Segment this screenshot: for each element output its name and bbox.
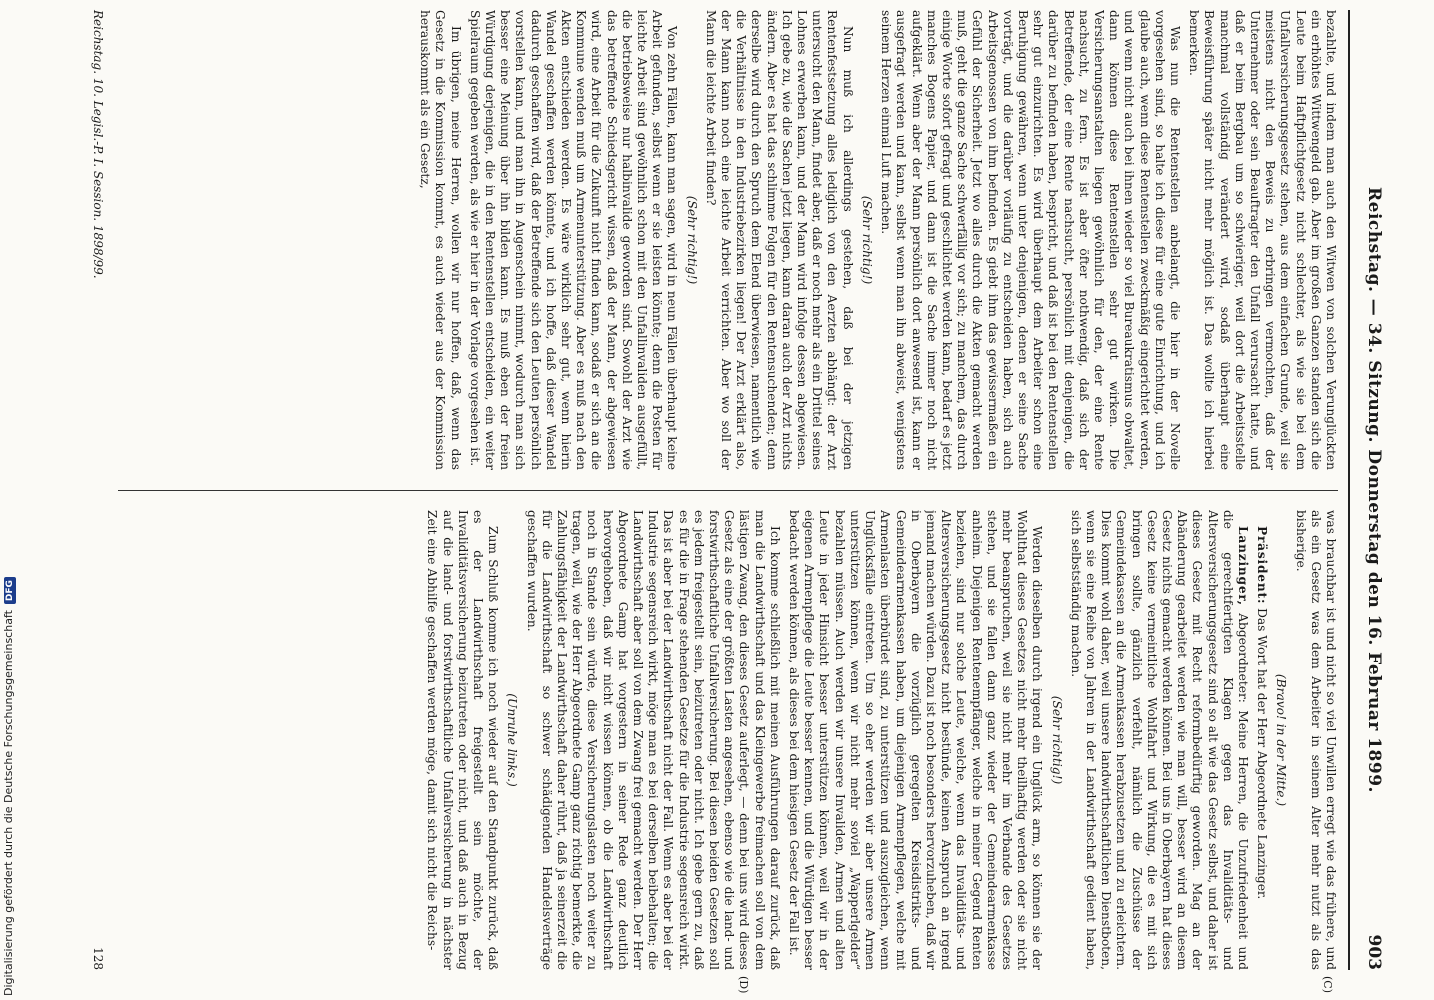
right-column [118,510,1338,970]
column-divider [118,490,1338,491]
interjection: (Bravo! in der Mitte.) [1274,673,1289,807]
speaker-text: Das Wort hat der Herr Abgeordnete Lanzinger. [1255,608,1270,900]
digitization-credit [0,577,18,1000]
speaker-name: Lanzinger, [1235,526,1250,606]
rotated-page-content [50,10,1390,994]
page-title: Reichstag. — 34. Sitzung. Donnerstag den 16. Februar 1899. [1364,187,1384,793]
paragraph: Im übrigen, meine Herren, wollen wir nur hoffen, daß, wenn das Gesetz in die Kommission kommt, es auch wieder aus der Kommission herauskommt als ein Gesetz, [418,10,463,470]
paragraph: Zum Schluß komme ich noch wieder auf den Standpunkt zurück, daß es der Landwirthschaft freigestellt sein möchte, der Invaliditätsversicherung beizutreten oder nicht, und daß auch in Bezug auf die land- und forstwirthschaftliche Unfallversicherung in nächster Zeit eine Abhilfe geschaffen werden möge, damit sich nicht die Reichs- [425,510,501,970]
footer-sheet-number: 128 [91,947,105,970]
page-header [1348,10,1390,970]
left-column [118,10,1338,470]
interjection: (Unruhe links.) [505,693,520,787]
dfg-logo: DFG [4,577,16,604]
paragraph: Von zehn Fällen, kann man sagen, wird in neun Fällen überhaupt keine Arbeit gefunden, selbst wenn er sie leisten könnte; denn die Posten für leichte Arbeit sind gewöhnlich schon mit den Unfallinvaliden ausgefüllt, die betriebsweise nur halbinvalide geworden sind. Sowohl der Arzt wie das betreffende Schiedsgericht wissen, daß der Mann, der abgewiesen wird, eine Arbeit für die Zukunft nicht finden kann, sodaß er sich an die Kommune wenden muß um Armenunterstützung. Aber es muß nach den Akten entschieden werden. Es wäre wirklich sehr gut, wenn hierin Wandel geschaffen werden könnte, und ich hoffe, daß dieser Wandel dadurch geschaffen wird, daß der Betreffende sich den Leuten persönlich vorstellen kann, und man ihn in Augenschein nimmt, wodurch man sich besser eine Meinung über ihn bilden kann. Es muß eben der freien Würdigung derjenigen, die in den Rentenstellen entscheiden, ein weiter Spielraum gegeben werden, als wie er hier in der Vorlage vorgesehen ist. [467,10,680,470]
interjection: (Sehr richtig!) [684,195,699,285]
paragraph: Ich komme schließlich mit meinen Ausführungen darauf zurück, daß man die Landwirthschaft und das Kleingewerbe freimachen soll von dem lästigen Zwang, den dieses Gesetz auferlegt, — denn bei uns wird dieses Gesetz als eine der größten Lasten angesehen, ebenso wie die land- und forstwirthschaftliche Unfallversicherung. Bei diesen beiden Gesetzen soll es jedem freigestellt sein, beizutreten oder nicht. Ich gebe gern zu, daß es für die in Frage stehenden Gesetze für die Industrie segensreich wirkt. Das ist aber bei der Landwirthschaft nicht der Fall. Wenn es aber bei der Industrie segensreich wirkt, möge man es bei derselben beibehalten; die Landwirthschaft aber soll von dem Zwang frei gemacht werden. Der Herr Abgeordnete Gamp hat vorgestern in seiner Rede ganz deutlich hervorgehoben, daß wir nicht wissen können, ob die Landwirthschaft noch in Stande sein würde, diese Versicherungslasten noch weiter zu tragen, weil, wie der Herr Abgeordnete Gamp ganz richtig bemerkte, die Zahlungsfähigkeit der Landwirthschaft daher rührt, daß ja seinerzeit die für die Landwirthschaft so schwer schädigenden Handelsverträge geschaffen wurden. [524,510,782,970]
paragraph: Was nun die Rentenstellen anbelangt, die hier in der Novelle vorgesehen sind, so halte ich diese für eine gute Einrichtung, und ich glaube auch, wenn diese Rentenstellen zweckmäßig eingerichtet werden, und wenn nicht auch bei ihnen wieder so viel Bureaukratismus obwaltet, dann können diese Rentenstellen sehr gut wirken. Die Versicherungsanstalten liegen gewöhnlich für den, der eine Rente nachsucht, zu fern. Es ist aber öfter nothwendig, daß sich der Betreffende, der eine Rente nachsucht, persönlich mit denjenigen, die darüber zu befinden haben, bespricht, und daß ist bei den Rentenstellen sehr gut einzurichten. Es wird überhaupt dem Arbeiter schon eine Beruhigung gewähren, wenn unter denjenigen, denen er seine Sache vorträgt, und die darüber vorläufig zu entscheiden haben, sich auch Arbeitsgenossen von ihm befinden. Es giebt ihm das gewissermaßen ein Gefühl der Sicherheit. Jetzt wo alles durch die Akten gemacht werden muß, geht die ganze Sache schwerfällig vor sich; zu manchem, das durch einige Worte sofort gefragt und geschlichtet werden kann, bedarf es jetzt manches Bogens Papier, und dann ist die Sache immer noch nicht aufgeklärt. Wenn aber der Mann persönlich dort anwesend ist, kann er ausgefragt werden und kann, selbst wenn man ihn abweist, wenigstens seinem Herzen einmal Luft machen. [879,10,1182,470]
paragraph: bezahlte, und indem man auch den Witwen von solchen Verunglückten ein erhöhtes Wittwengeld gab. Aber im großen Ganzen standen sich die Leute beim Haftpflichtgesetz nicht schlechter, als wie sie bei dem Unfallversicherungsgesetz stehen, aus dem einfachen Grunde, weil sie meistens nicht den Beweis zu erbringen vermochten, daß der Unternehmer oder sein Beauftragter den Unfall verursacht hatte, und daß er beim Bergbau um so schwieriger, weil dort die Arbeitsstelle manchmal vollständig verändert wird, sodaß überhaupt eine Beweisführung später nicht mehr möglich ist. Das wollte ich hierbei bemerken. [1187,10,1338,470]
credit-text: Digitalisierung gefördert durch die Deutsche Forschungsgemeinschaft [2,610,15,996]
speaker-text: Abgeordneter: Meine Herren, die Unzufriedenheit und die gerechtfertigten Klagen gegen das Invaliditäts- und Altersversicherungsgesetz sind so alt wie das Gesetz selbst, und daher ist dieses Gesetz mit Recht reformbedürftig geworden. Mag an der Abänderung gearbeitet werden wie man will, besser wird an diesem Gesetz nichts gemacht werden können. Bei uns in Oberbayern hat dieses Gesetz keine vermeintliche Wohlfahrt und Wirkung, die es mit sich bringen sollte, gänzlich verfehlt, nämlich die Zuschüsse der Gemeindekassen an die Armenkassen herabzusetzen und zu erleichtern. Dies kommt wohl daher, weil unsere landwirthschaftlichen Dienstboten, wenn sie eine Reihe von Jahren in der Landwirthschaft gedient haben, sich selbstständig machen. [1068,510,1250,970]
speaker-name: Präsident: [1255,526,1270,605]
speaker-paragraph [1068,510,1250,970]
paragraph: Werden dieselben durch irgend ein Unglück arm, so können sie der Wohlthat dieses Gesetzes nicht mehr theilhaftig werden oder sie nicht mehr beanspruchen, weil sie nicht mehr im Verbande des Gesetzes stehen, und sie fallen dann ganz wieder der Gemeindearmenkasse anheim. Diejenigen Rentenempfänger, welche in meiner Gegend Renten beziehen, sind nur solche Leute, welche, wenn das Invaliditäts- und Altersversicherungsgesetz nicht bestünde, keinen Anspruch an irgend jemand machen würden. Dazu ist noch besonders hervorzuheben, daß wir in Oberbayern die vorzüglich geregelten Kreisdistrikts- und Gemeindearmenkassen haben, um diejenigen Armenpflegen, welche mit Armenlasten überbürdet sind, zu unterstützen und auszugleichen, wenn Unglücksfälle eintreten. Um so eher werden wir aber unsere Armen unterstützen können, wenn wir nicht mehr soviel „Wapperlgelder“ bezahlen müssen. Auch werden wir unsere Invaliden, Armen und alten Leute in jeder Hinsicht besser unterstützen können, weil wir in der eigenen Armenpflege die Leute besser kennen, und die Würdigen besser bedacht werden können, als dieses bei dem hiesigen Gesetz der Fall ist. [787,510,1045,970]
paragraph: Nun muß ich allerdings gestehen, daß bei der jetzigen Rentenfestsetzung alles lediglich von den Aerzten abhängt: der Arzt untersucht den Mann, findet aber, daß er noch mehr als ein Drittel seines Lohnes erwerben kann, und der Mann wird infolge dessen abgewiesen. Ich gebe zu, wie die Sachen jetzt liegen, kann daran auch der Arzt nichts ändern. Aber es hat das schlimme Folgen für den Rentensuchenden; denn derselbe wird durch den Spruch dem Elend überwiesen, namentlich wie die Verhältnisse in den Industriebezirken liegen! Der Arzt erklärt also, der Mann kann noch eine leichte Arbeit verrichten. Aber wo soll der Mann die leichte Arbeit finden? [703,10,855,470]
interjection: (Sehr richtig!) [1049,695,1064,785]
interjection: (Sehr richtig!) [859,195,874,285]
speaker-paragraph [1254,510,1269,970]
paragraph: was brauchbar ist und nicht so viel Unwillen erregt wie das frühere, und als ein Gesetz was dem Arbeiter in seinem Alter mehr nutzt als das bisherige. [1293,510,1338,970]
footer-citation: Reichstag. 10. Legisl.-P. I. Session. 1898/99. [91,10,105,279]
section-marker-d: (D) [737,976,750,994]
section-marker-c: (C) [1321,976,1334,993]
page-number: 903 [1364,934,1384,970]
